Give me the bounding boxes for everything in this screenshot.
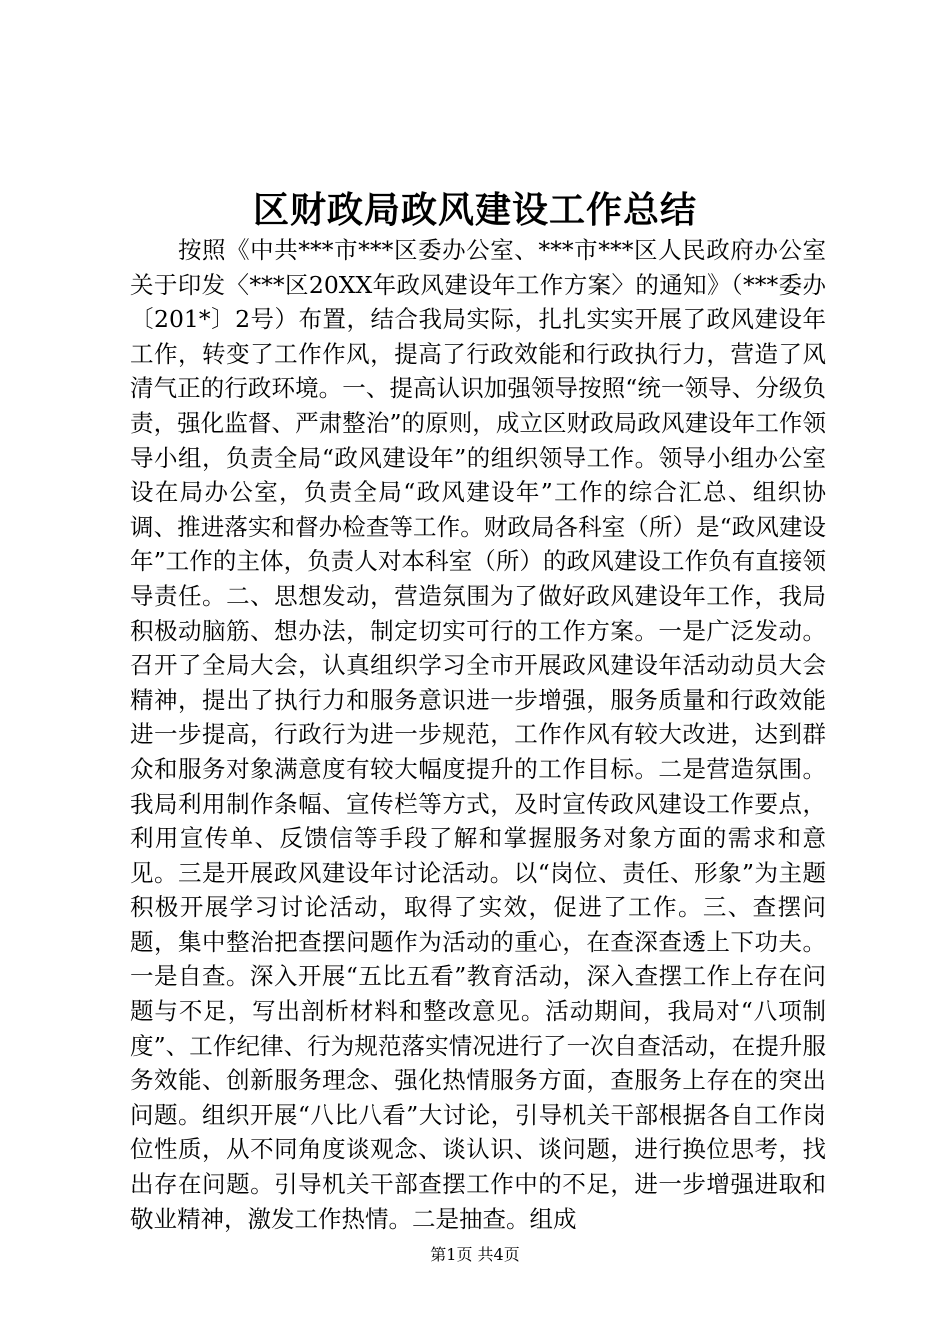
page-footer: 第1页 共4页 — [430, 1245, 520, 1264]
document-body: 按照《中共***市***区委办公室、***市***区人民政府办公室关于印发〈***区20XX年政风建设年工作方案〉的通知》（***委办〔201*〕2号）布置，结合我局实际，扎扎实实开展了政风建设年工作，转变了工作作风，提高了行政效能和行政执行力，营造了风清气正的行政环境。一、提高认识加强领导按照“统一领导、分级负责，强化监督、严肃整治”的原则，成立区财政局政风建设年工作领导小组，负责全局“政风建设年”的组织领导工作。领导小组办公室设在局办公室，负责全局“政风建设年”工作的综合汇总、组织协调、推进落实和督办检查等工作。财政局各科室（所）是“政风建设年”工作的主体，负责人对本科室（所）的政风建设工作负有直接领导责任。二、思想发动，营造氛围为了做好政风建设年工作，我局积极动脑筋、想办法，制定切实可行的工作方案。一是广泛发动。召开了全局大会，认真组织学习全市开展政风建设年活动动员大会精神，提出了执行力和服务意识进一步增强，服务质量和行政效能进一步提高，行政行为进一步规范，工作作风有较大改进，达到群众和服务对象满意度有较大幅度提升的工作目标。二是营造氛围。我局利用制作条幅、宣传栏等方式，及时宣传政风建设工作要点，利用宣传单、反馈信等手段了解和掌握服务对象方面的需求和意见。三是开展政风建设年讨论活动。以“岗位、责任、形象”为主题积极开展学习讨论活动，取得了实效，促进了工作。三、查摆问题，集中整治把查摆问题作为活动的重心，在查深查透上下功夫。一是自查。深入开展“五比五看”教育活动，深入查摆工作上存在问题与不足，写出剖析材料和整改意见。活动期间，我局对“八项制度”、工作纪律、行为规范落实情况进行了一次自查活动，在提升服务效能、创新服务理念、强化热情服务方面，查服务上存在的突出问题。组织开展“八比八看”大讨论，引导机关干部根据各自工作岗位性质，从不同角度谈观念、谈认识、谈问题，进行换位思考，找出存在问题。引导机关干部查摆工作中的不足，进一步增强进取和敬业精神，激发工作热情。二是抽查。组成 — [130, 236, 826, 1233]
document-title: 区财政局政风建设工作总结 — [252, 189, 697, 231]
